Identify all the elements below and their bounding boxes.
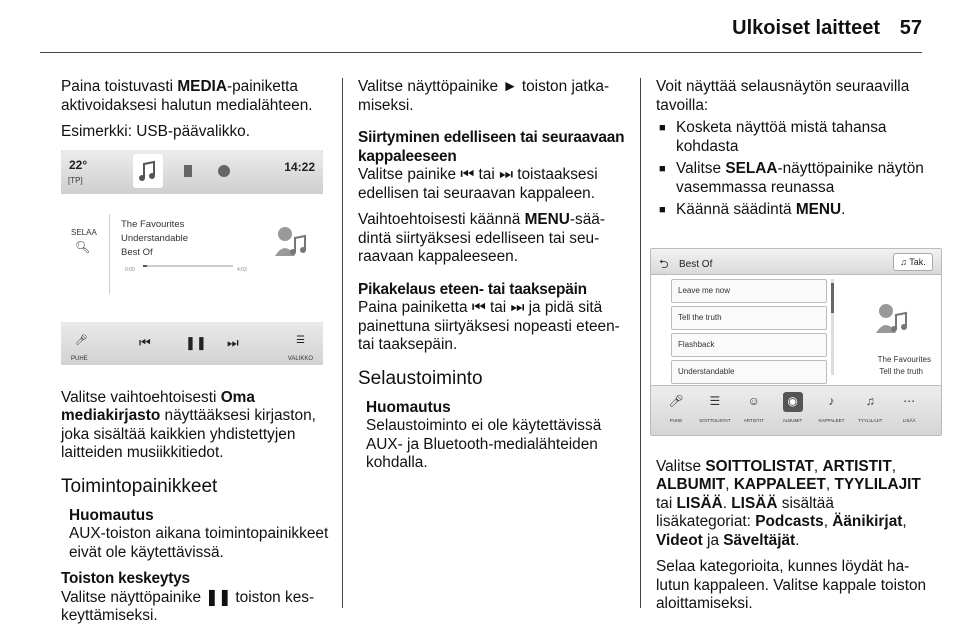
paragraph: Esimerkki: USB-päävalikko. [61,123,251,140]
usb-main-menu-screenshot [61,150,323,365]
control-bar [61,322,323,365]
column-divider [640,78,641,608]
album-icon: ◉ [783,392,803,412]
song-name: Tell the truth [879,366,923,376]
list-item: ■ Käännä säädintä MENU. [656,201,928,220]
paragraph: Paina toistuvasti MEDIA-painiketta aktivoidaksesi halutun medialähteen. [61,78,313,114]
subsection-heading: Pikakelaus eteen- tai taaksepäin [358,280,587,298]
category-bar [651,385,941,436]
album-art-icon [873,299,911,341]
voice-icon: 🎤︎ [668,393,684,408]
scrollbar-thumb[interactable] [831,283,834,313]
progress-fill [143,265,147,267]
playlist-icon: ☰ [709,393,721,408]
page-header [0,0,960,52]
temperature: 22° [69,157,88,172]
paragraph: Selaa kategorioita, kunnes löydät halutun kappaleen. Valitse kappale toiston aloittamiseksi. [656,558,927,612]
device-tab[interactable] [173,154,203,188]
column-3 [656,78,931,622]
divider [109,214,110,294]
note-text: AUX-toiston aikana toimintopainikkeet eivät ole käytettävissä. [69,525,329,561]
category-label: SOITTOLISTAT [699,417,731,423]
browse-header [651,249,941,275]
song-icon: ♪ [828,393,835,408]
paragraph: Valitse vaihtoehtoisesti Oma mediakirjasto näyttääksesi kirjaston, joka sisältää kaikkien yhdistettyjen laitteiden musiikkitiedot. [61,388,316,461]
list-item: ■ Valitse SELAA-näyttöpainike näytön vasemmassa reunassa [656,160,928,197]
note-text: Selaustoiminto ei ole käytettävissä AUX- ja Bluetooth-medialähteiden kohdalla. [366,417,602,471]
browse-screen-screenshot [650,248,942,436]
page-title: Ulkoiset laitteet [732,17,880,39]
paragraph: Voit näyttää selausnäytön seuraavilla tavoilla: [656,78,910,114]
elapsed-time: 0:00 [125,266,135,273]
page-number: 57 [899,17,922,39]
category-button[interactable] [700,392,730,431]
previous-track-button[interactable]: ⏮ [139,334,151,350]
tp-indicator: [TP] [68,175,83,185]
category-label: ALBUMIT [782,417,803,423]
artist-icon: ☺ [747,393,760,408]
paragraph: Paina painiketta ⏮ tai ⏭ ja pidä sitä painettuna siirtyäksesi nopeasti eteen- tai taaksepäin. [358,299,620,353]
voice-label: PUHE [71,355,88,362]
header-rule [40,52,922,53]
category-button[interactable] [739,392,769,431]
paragraph: Valitse näyttöpainike ❚❚ toiston keskeyttämiseksi. [61,588,315,624]
search-icon[interactable]: 🔍︎ [75,239,91,254]
play-icon: ► [502,78,518,95]
note-box [358,399,626,473]
category-label: PUHE [669,417,683,423]
artist-name: The Favourites [877,354,931,364]
status-bar [61,150,323,194]
previous-icon: ⏮ [460,166,475,183]
category-label: ARTISTIT [743,417,764,423]
subsection-heading: Toiston keskeytys [61,570,190,587]
list-item: ■ Kosketa näyttöä mistä tahansa kohdasta [656,119,928,156]
genre-icon: ♫ [865,393,875,408]
voice-icon[interactable]: 🎤︎ [75,334,88,346]
track-list-item[interactable]: Leave me now [671,279,827,303]
track-title: The Favourites [121,218,185,230]
category-button[interactable] [661,392,691,431]
paragraph: Valitse SOITTOLISTAT, ARTISTIT, ALBUMIT, KAPPALEET, TYYLILAJIT tai LISÄÄ. LISÄÄ sisältää lisäkategoriat: Podcasts, Äänikirjat, Videot ja Säveltäjät. [656,457,921,549]
category-label: KAPPALEET [818,417,845,423]
disc-icon [209,154,239,188]
next-icon: ⏭ [510,299,525,316]
bullet-list [656,119,928,220]
section-heading: Selaustoiminto [358,367,483,389]
paragraph: Valitse painike ⏮ tai ⏭ toistaaksesi edellisen tai seuraavan kappaleen. [358,166,598,202]
category-button[interactable] [894,392,924,431]
category-button[interactable] [778,392,808,431]
paragraph: Vaihtoehtoisesti käännä MENU-säädintä siirtyäksesi edelliseen tai seuraavaan kappaleeseen. [358,211,605,265]
scrollbar[interactable] [831,279,834,375]
category-label: LISÄÄ [902,417,916,423]
more-icon: ⋯ [903,393,916,408]
note-title: Huomautus [69,506,154,524]
pause-button[interactable]: ❚❚ [185,334,207,350]
music-tab[interactable] [133,154,163,188]
browse-title: Best Of [679,258,713,270]
previous-icon: ⏮ [471,299,486,316]
now-playing-panel [61,194,323,322]
device-icon [173,154,203,188]
now-playing-button[interactable]: ♫ Tak. [893,253,933,271]
column-2 [358,78,626,481]
column-divider [342,78,343,608]
note-box [61,507,329,563]
next-icon: ⏭ [499,166,513,183]
album-art-icon [273,222,309,264]
section-heading: Toimintopainikkeet [61,475,218,497]
browse-label[interactable]: SELAA [71,227,97,237]
subsection-heading: Siirtyminen edelliseen tai seuraavaan kappaleeseen [358,129,625,165]
menu-label: VALIKKO [287,355,313,362]
category-label: TYYLILAJIT [858,417,883,423]
column-1 [61,78,329,634]
music-note-icon [133,154,163,188]
source-tab[interactable] [209,154,239,188]
track-list-item[interactable]: Flashback [671,333,827,357]
remaining-time: 4:03 [237,266,247,273]
back-icon[interactable]: ⮌ [659,256,669,271]
category-button[interactable] [855,392,885,431]
track-album: Understandable [121,232,189,244]
track-artist: Best Of [121,246,153,258]
paragraph: Valitse näyttöpainike ► toiston jatkamiseksi. [358,78,610,114]
clock: 14:22 [284,159,315,174]
pause-icon: ❚❚ [205,588,232,606]
note-title: Huomautus [366,398,451,416]
track-list [671,279,827,387]
category-button[interactable] [816,392,846,431]
progress-bar[interactable] [143,265,233,267]
track-list-item[interactable]: Tell the truth [671,306,827,330]
menu-icon[interactable]: ☰ [296,334,305,346]
track-list-item[interactable]: Understandable [671,360,827,384]
next-track-button[interactable]: ⏭ [227,334,239,350]
